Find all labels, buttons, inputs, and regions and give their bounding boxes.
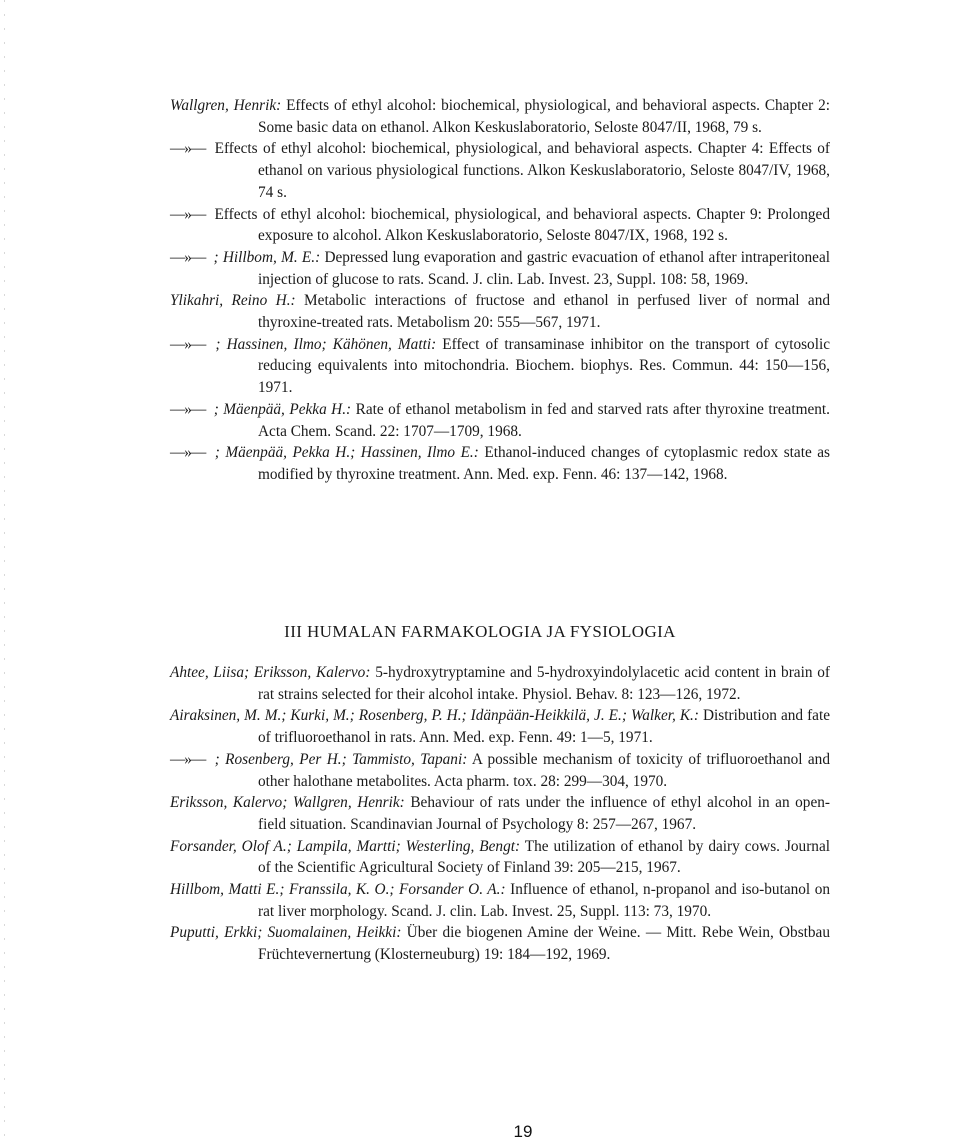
- reference-entry: [170, 290, 830, 333]
- reference-authors: ; Hassinen, Ilmo; Kähönen, Matti:: [209, 335, 437, 353]
- reference-text: Ethanol-induced changes of cytoplasmic redox state as modified by thyroxine treatment. Ann. Med. exp. Fenn. 46: 137—142, 1968.: [258, 444, 830, 483]
- reference-authors: ; Mäenpää, Pekka H.; Hassinen, Ilmo E.:: [209, 444, 479, 462]
- bibliography-section-2: [170, 662, 830, 966]
- ditto-dash: —»—: [170, 444, 206, 462]
- reference-entry: [170, 95, 830, 138]
- ditto-dash: —»—: [170, 400, 206, 418]
- reference-text: Effects of ethyl alcohol: biochemical, physiological, and behavioral aspects. Chapter 4: Effects of ethanol on various physiological functions. Alkon Keskuslaboratorio, Seloste 8047/IV, 1968, 74 s.: [209, 140, 830, 201]
- reference-text: 5-hydroxytryptamine and 5-hydroxyindolylacetic acid content in brain of rat strains selected for their alcohol intake. Physiol. Behav. 8: 123—126, 1972.: [258, 664, 830, 703]
- reference-authors: Puputti, Erkki; Suomalainen, Heikki:: [170, 924, 402, 942]
- reference-authors: Ahtee, Liisa; Eriksson, Kalervo:: [170, 664, 371, 681]
- reference-text: Effect of transaminase inhibitor on the transport of cytosolic reducing equivalents into mitochondria. Biochem. biophys. Res. Commun. 44: 150—156, 1971.: [258, 335, 830, 397]
- ditto-dash: —»—: [170, 248, 206, 266]
- reference-entry: [170, 922, 830, 965]
- reference-text: Behaviour of rats under the influence of ethyl alcohol in an open-field situation. Scandinavian Journal of Psychology 8: 257—267, 1967.: [258, 794, 830, 833]
- reference-authors: Airaksinen, M. M.; Kurki, M.; Rosenberg, P. H.; Idänpään-Heikkilä, J. E.; Walker, K.:: [170, 707, 699, 725]
- reference-authors: Wallgren, Henrik:: [170, 97, 282, 114]
- reference-authors: Forsander, Olof A.; Lampila, Martti; Westerling, Bengt:: [170, 837, 521, 855]
- ditto-dash: —»—: [170, 750, 206, 768]
- reference-entry: [170, 836, 830, 879]
- reference-authors: ; Rosenberg, Per H.; Tammisto, Tapani:: [209, 750, 468, 768]
- reference-entry: [170, 792, 830, 835]
- reference-authors: Hillbom, Matti E.; Franssila, K. O.; Forsander O. A.:: [170, 881, 506, 899]
- reference-text: Rate of ethanol metabolism in fed and starved rats after thyroxine treatment. Acta Chem. Scand. 22: 1707—1709, 1968.: [258, 400, 830, 440]
- page-number: 19: [513, 1122, 533, 1141]
- reference-text: Influence of ethanol, n-propanol and iso-butanol on rat liver morphology. Scand. J. clin. Lab. Invest. 25, Suppl. 113: 73, 1970.: [258, 881, 830, 920]
- bibliography-section-1: [170, 95, 830, 486]
- reference-text: Effects of ethyl alcohol: biochemical, physiological, and behavioral aspects. Chapter 2: Some basic data on ethanol. Alkon Keskuslaboratorio, Seloste 8047/II, 1968, 79 s.: [258, 97, 830, 136]
- reference-authors: Eriksson, Kalervo; Wallgren, Henrik:: [170, 794, 405, 812]
- ditto-dash: —»—: [170, 335, 206, 353]
- reference-text: Effects of ethyl alcohol: biochemical, physiological, and behavioral aspects. Chapter 9: Prolonged exposure to alcohol. Alkon Keskuslaboratorio, Seloste 8047/IX, 1968, 192 s.: [209, 205, 830, 245]
- reference-text: A possible mechanism of toxicity of trifluoroethanol and other halothane metabolites. Acta pharm. tox. 28: 299—304, 1970.: [258, 750, 830, 790]
- reference-entry: [170, 334, 830, 399]
- ditto-dash: —»—: [170, 205, 206, 223]
- reference-entry: [170, 138, 830, 203]
- reference-text: Distribution and fate of trifluoroethanol in rats. Ann. Med. exp. Fenn. 49: 1—5, 1971.: [258, 707, 830, 747]
- reference-text: Über die biogenen Amine der Weine. — Mitt. Rebe Wein, Obstbau Früchtevernertung (Klosterneuburg) 19: 184—192, 1969.: [258, 924, 830, 964]
- reference-text: Metabolic interactions of fructose and ethanol in perfused liver of normal and thyroxine-treated rats. Metabolism 20: 555—567, 1971.: [258, 292, 830, 332]
- reference-entry: [170, 879, 830, 922]
- reference-entry: [170, 204, 830, 247]
- reference-text: The utilization of ethanol by dairy cows. Journal of the Scientific Agricultural Society of Finland 39: 205—215, 1967.: [258, 837, 830, 877]
- reference-text: Depressed lung evaporation and gastric evacuation of ethanol after intraperitoneal injection of glucose to rats. Scand. J. clin. Lab. Invest. 23, Suppl. 108: 58, 1969.: [258, 248, 830, 288]
- reference-entry: [170, 399, 830, 442]
- section-heading: III HUMALAN FARMAKOLOGIA JA FYSIOLOGIA: [284, 622, 676, 641]
- reference-entry: [170, 705, 830, 748]
- reference-authors: ; Mäenpää, Pekka H.:: [209, 400, 352, 418]
- ditto-dash: —»—: [170, 140, 206, 158]
- scan-edge-marks: [4, 0, 5, 1142]
- reference-authors: Ylikahri, Reino H.:: [170, 292, 296, 310]
- reference-authors: ; Hillbom, M. E.:: [209, 248, 321, 266]
- reference-entry: [170, 442, 830, 485]
- reference-entry: [170, 247, 830, 290]
- reference-entry: [170, 662, 830, 705]
- reference-entry: [170, 749, 830, 792]
